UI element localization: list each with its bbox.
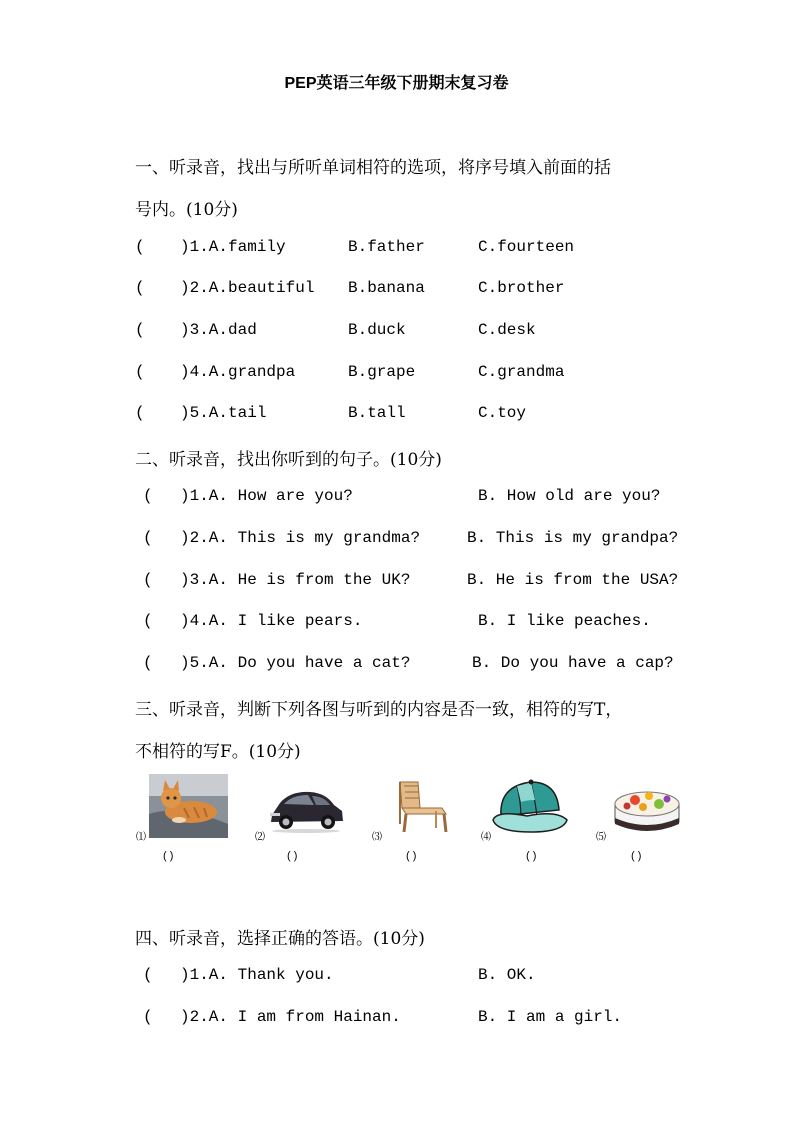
option-c: C.grandma (478, 363, 565, 381)
section4-heading: 四、听录音，选择正确的答语。(10分) (135, 929, 425, 949)
option-a: )1.A. How are you? (180, 487, 353, 505)
option-a: )2.A. I am from Hainan. (180, 1008, 401, 1026)
option-b: B. I am a girl. (478, 1008, 623, 1026)
option-a: )1.A. Thank you. (180, 966, 334, 984)
picture-number: ⑸ (596, 832, 606, 843)
option-c: C.brother (478, 279, 565, 297)
answer-paren[interactable]: ( (143, 612, 153, 630)
section1-heading-line2: 号内。(10分) (135, 200, 238, 220)
answer-paren[interactable]: ( ) (163, 850, 174, 862)
option-b: B.duck (348, 321, 406, 339)
option-a: )3.A. He is from the UK? (180, 571, 411, 589)
answer-paren[interactable]: ( (135, 404, 145, 422)
answer-paren[interactable]: ( (135, 279, 145, 297)
option-a: )5.A.tail (180, 404, 267, 422)
answer-paren[interactable]: ( ) (631, 850, 642, 862)
option-b: B.banana (348, 279, 425, 297)
answer-paren[interactable]: ( ) (526, 850, 537, 862)
option-b: B. He is from the USA? (467, 571, 679, 589)
answer-paren[interactable]: ( (143, 529, 153, 547)
option-b: B.father (348, 238, 425, 256)
option-a: )5.A. Do you have a cat? (180, 654, 411, 672)
option-a: )4.A.grandpa (180, 363, 296, 381)
answer-paren[interactable]: ( (143, 487, 153, 505)
cap-picture-icon (487, 776, 571, 838)
option-c: C.toy (478, 404, 527, 422)
answer-paren[interactable]: ( (143, 1008, 153, 1026)
option-a: )1.A.family (180, 238, 286, 256)
section3-heading-line1: 三、听录音，判断下列各图与听到的内容是否一致，相符的写T， (135, 700, 623, 720)
option-a: )3.A.dad (180, 321, 257, 339)
page-title: PEP英语三年级下册期末复习卷 (284, 75, 509, 92)
option-a: )2.A.beautiful (180, 279, 315, 297)
answer-paren[interactable]: ( ) (287, 850, 298, 862)
picture-number: ⑷ (481, 832, 491, 843)
option-b: B. OK. (478, 966, 536, 984)
picture-number: ⑵ (255, 832, 265, 843)
option-b: B. How old are you? (478, 487, 661, 505)
cake-picture-icon (611, 782, 683, 836)
car-photo-icon (266, 781, 346, 836)
answer-paren[interactable]: ( ) (406, 850, 417, 862)
option-b: B. I like peaches. (478, 612, 651, 630)
section1-heading-line1: 一、听录音，找出与所听单词相符的选项，将序号填入前面的括 (135, 158, 611, 178)
answer-paren[interactable]: ( (135, 321, 145, 339)
option-b: B.tall (348, 404, 406, 422)
option-c: C.fourteen (478, 238, 575, 256)
option-b: B. Do you have a cap? (472, 654, 674, 672)
option-a: )2.A. This is my grandma? (180, 529, 421, 547)
answer-paren[interactable]: ( (135, 363, 145, 381)
cat-photo-icon (149, 774, 228, 838)
chair-picture-icon (392, 778, 452, 834)
picture-number: ⑴ (136, 832, 146, 843)
section2-heading: 二、听录音，找出你听到的句子。(10分) (135, 450, 442, 470)
answer-paren[interactable]: ( (143, 654, 153, 672)
option-b: B. This is my grandpa? (467, 529, 679, 547)
answer-paren[interactable]: ( (143, 966, 153, 984)
answer-paren[interactable]: ( (143, 571, 153, 589)
answer-paren[interactable]: ( (135, 238, 145, 256)
option-b: B.grape (348, 363, 416, 381)
option-c: C.desk (478, 321, 536, 339)
section3-heading-line2: 不相符的写F。(10分) (135, 742, 301, 762)
picture-number: ⑶ (372, 832, 382, 843)
option-a: )4.A. I like pears. (180, 612, 363, 630)
